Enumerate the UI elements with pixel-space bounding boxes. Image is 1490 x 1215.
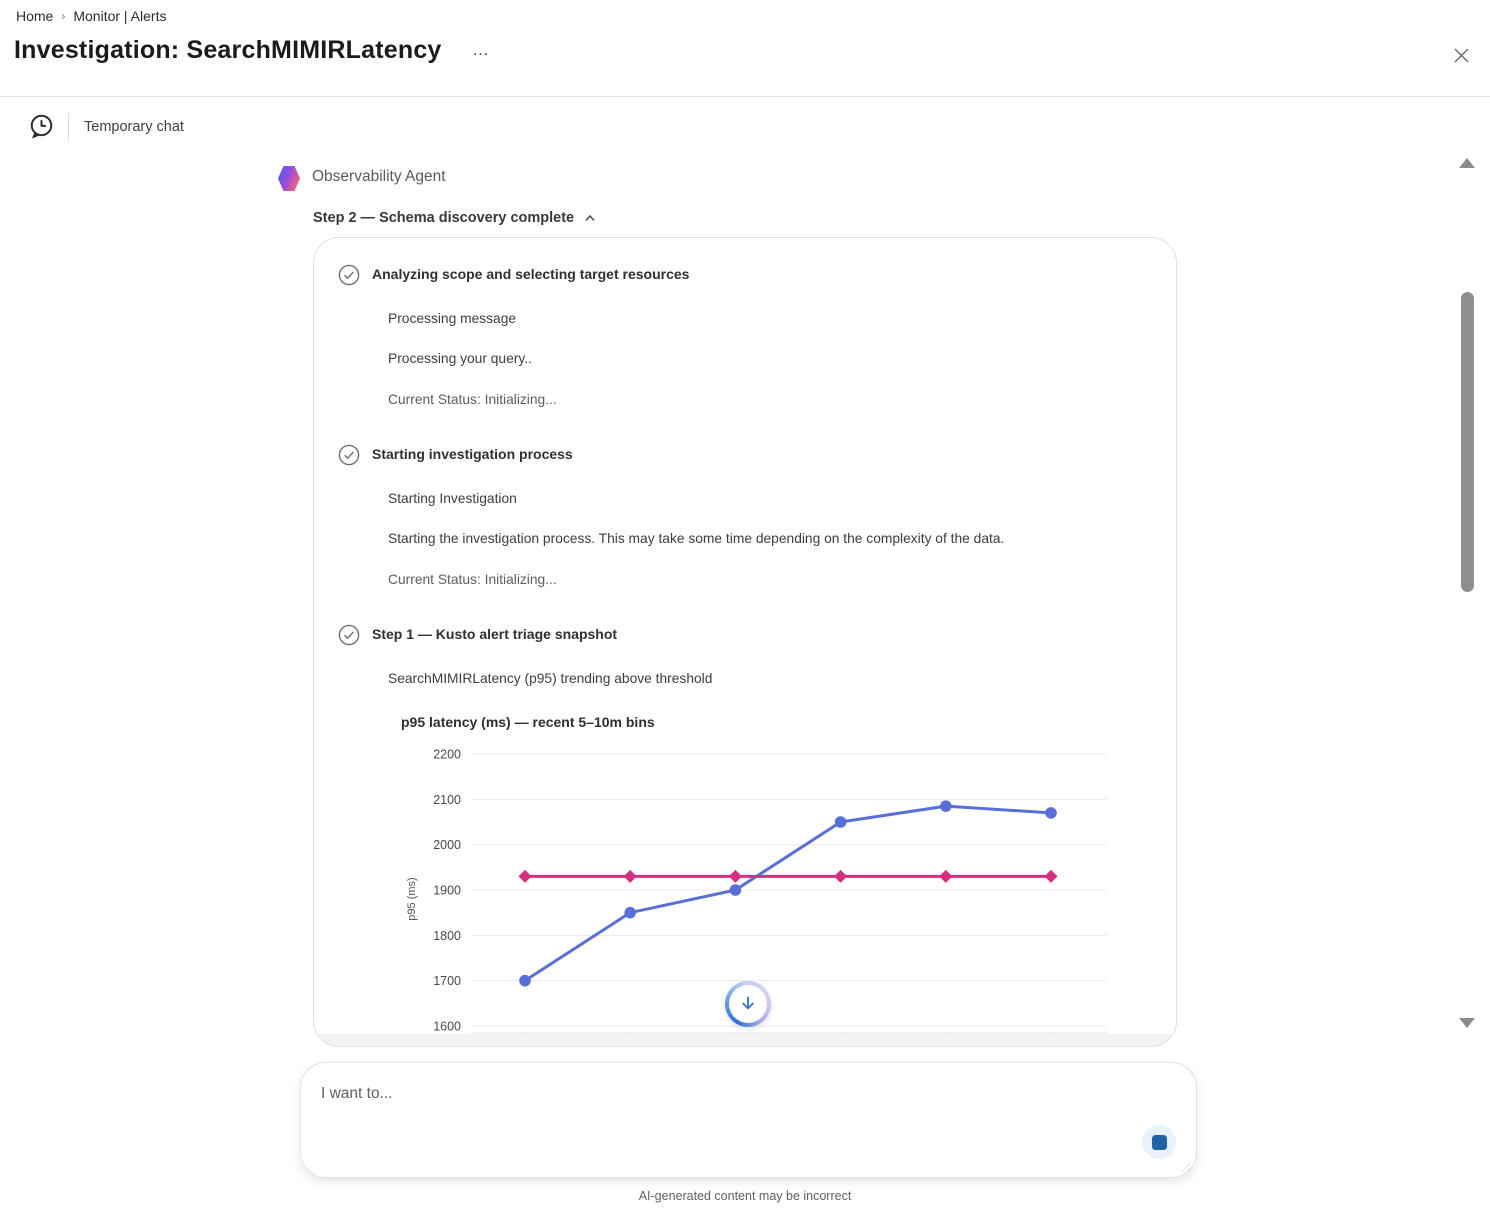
svg-text:p95 (ms): p95 (ms) (406, 877, 418, 921)
steps-collapse-header[interactable] (313, 210, 596, 226)
temporary-chat-label: Temporary chat (84, 119, 184, 135)
step-item-line: Processing message (388, 311, 517, 326)
step-item-status-line: Current Status: Initializing... (388, 572, 557, 587)
chat-bubble-clock-icon (27, 112, 56, 141)
card-bottom-strip (314, 1034, 1176, 1046)
step-item-line: Starting the investigation process. This may take some time depending on the complexity of the data. (388, 531, 1005, 546)
breadcrumb (16, 8, 166, 24)
scrollbar-thumb[interactable] (1461, 292, 1474, 592)
check-circle-icon (338, 264, 360, 286)
step-item-line: SearchMIMIRLatency (p95) trending above threshold (388, 671, 713, 686)
more-options-button[interactable]: … (472, 40, 490, 59)
scrollbar-down-arrow[interactable] (1459, 1018, 1475, 1028)
svg-text:2200: 2200 (433, 747, 461, 762)
step-item-line: Starting Investigation (388, 491, 517, 506)
chevron-up-icon (584, 214, 596, 222)
chatbar-divider (68, 113, 69, 141)
composer-card (300, 1062, 1197, 1178)
message-input[interactable] (303, 1065, 1123, 1175)
svg-text:1600: 1600 (433, 1019, 461, 1034)
svg-text:1800: 1800 (433, 928, 461, 943)
step-item-status-line: Current Status: Initializing... (388, 392, 557, 407)
breadcrumb-current-link[interactable]: Monitor | Alerts (73, 8, 167, 24)
resize-grip[interactable] (1178, 1159, 1191, 1172)
steps-header-label: Step 2 — Schema discovery complete (313, 210, 575, 226)
check-circle-icon (338, 624, 360, 646)
breadcrumb-home-link[interactable]: Home (16, 8, 54, 24)
svg-text:2100: 2100 (433, 792, 461, 807)
svg-text:1900: 1900 (433, 883, 461, 898)
close-icon (1454, 48, 1469, 63)
step-item-title: Step 1 — Kusto alert triage snapshot (372, 626, 618, 642)
page-title: Investigation: SearchMIMIRLatency (14, 36, 442, 64)
chat-history-button[interactable] (27, 112, 57, 142)
check-circle-icon (338, 444, 360, 466)
scroll-to-bottom-button[interactable] (725, 981, 771, 1027)
step-item-title: Starting investigation process (372, 446, 573, 462)
breadcrumb-separator: › (61, 9, 66, 23)
close-button[interactable] (1446, 40, 1476, 70)
step-item-line: Processing your query.. (388, 351, 532, 366)
chart-title: p95 latency (ms) — recent 5–10m bins (401, 714, 655, 730)
stop-generation-button[interactable] (1142, 1125, 1176, 1159)
agent-name: Observability Agent (312, 168, 446, 185)
svg-text:2000: 2000 (433, 838, 461, 853)
scrollbar-up-arrow[interactable] (1459, 158, 1475, 168)
agent-avatar-hexagon-icon (278, 166, 300, 191)
steps-card (313, 237, 1177, 1047)
arrow-down-icon (737, 993, 759, 1015)
step-item-title: Analyzing scope and selecting target resources (372, 266, 690, 282)
stop-icon (1152, 1135, 1167, 1150)
ai-disclaimer: AI-generated content may be incorrect (638, 1189, 852, 1203)
svg-text:1700: 1700 (433, 974, 461, 989)
